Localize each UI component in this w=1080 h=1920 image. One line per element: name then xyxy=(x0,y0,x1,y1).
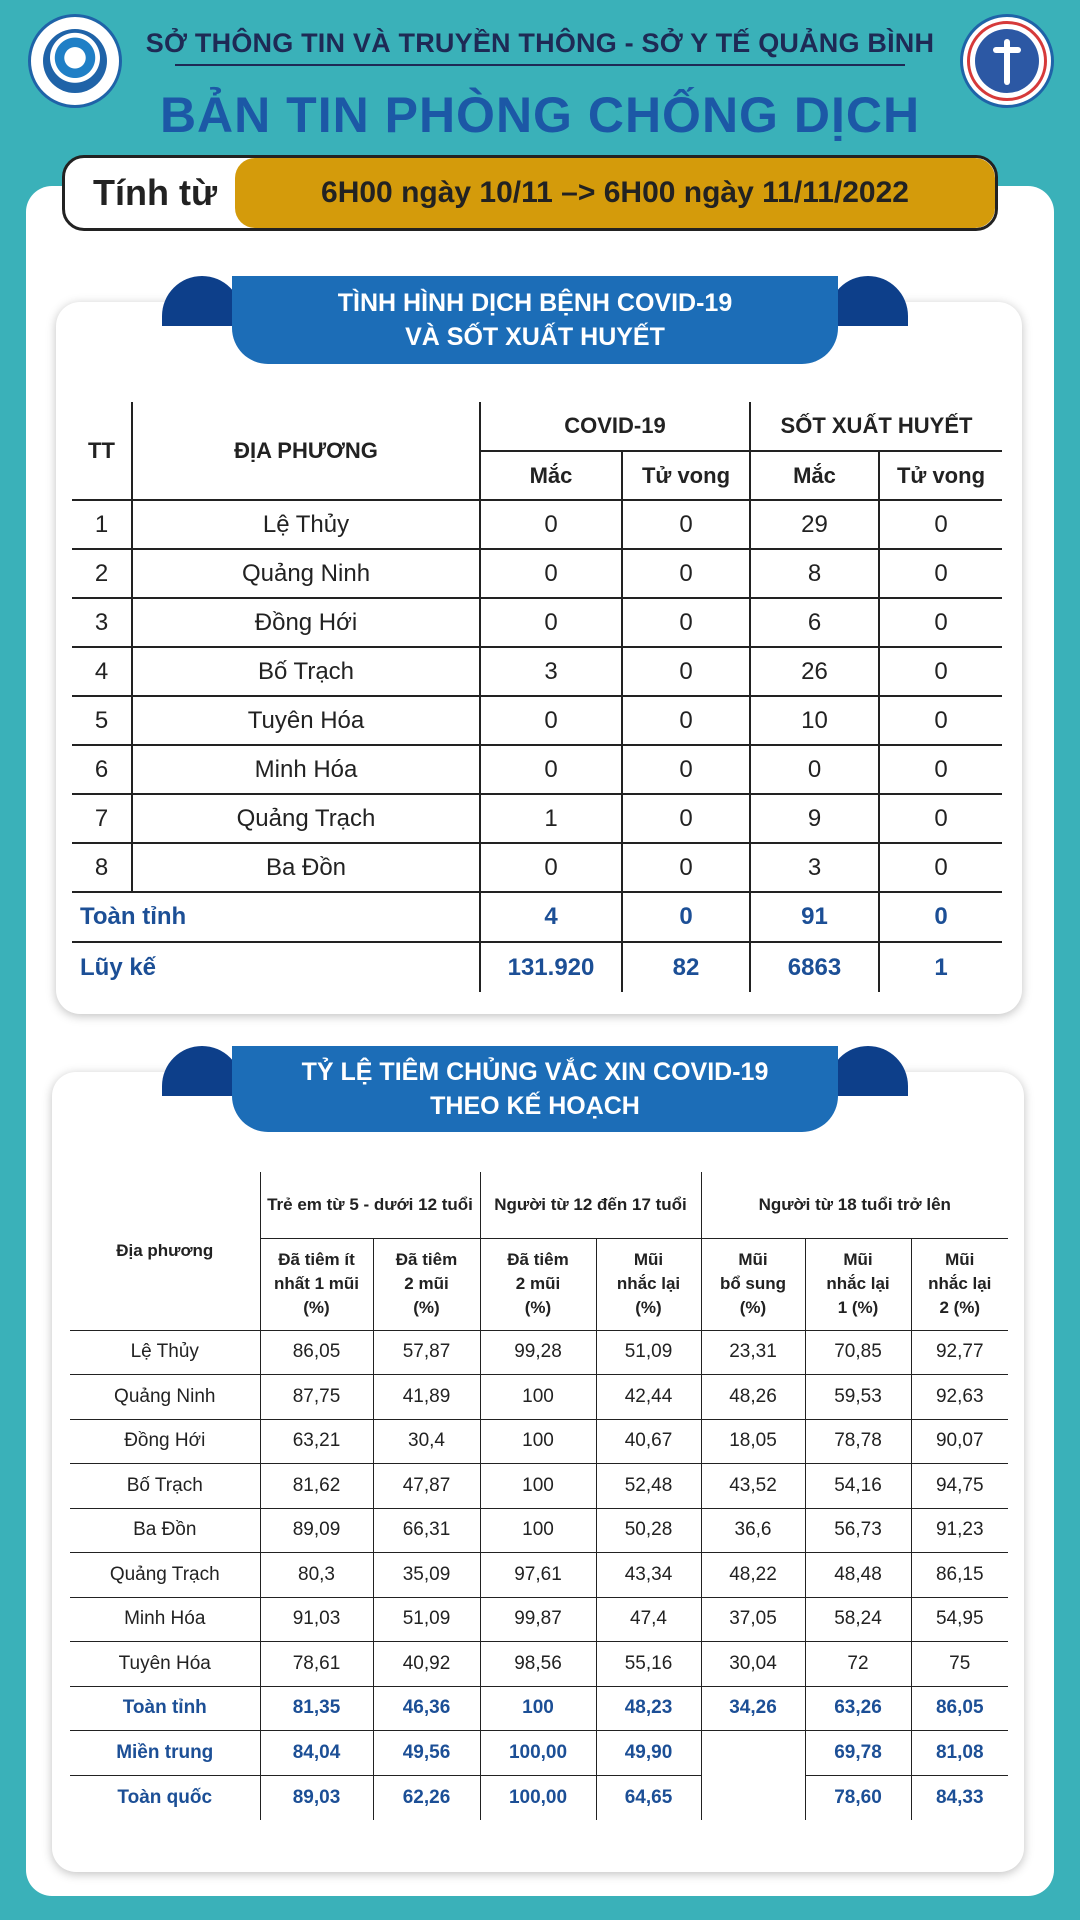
row-value: 78,61 xyxy=(260,1642,373,1687)
total-value: 81,35 xyxy=(260,1686,373,1731)
row-value: 91,23 xyxy=(911,1508,1008,1553)
row-index: 8 xyxy=(72,843,132,892)
cumulative-row xyxy=(72,942,1002,992)
table-row xyxy=(72,500,1002,549)
row-covid-cases: 0 xyxy=(480,745,622,794)
row-dengue-deaths: 0 xyxy=(879,745,1002,794)
total-value: 62,26 xyxy=(373,1775,480,1820)
header-sub: Mũi nhắc lại (%) xyxy=(596,1238,701,1330)
row-locality: Quảng Trạch xyxy=(132,794,480,843)
total-value xyxy=(701,1775,805,1820)
central-region-row xyxy=(70,1731,1008,1776)
total-value: 64,65 xyxy=(596,1775,701,1820)
row-covid-cases: 0 xyxy=(480,598,622,647)
row-value: 100 xyxy=(480,1508,596,1553)
agency-name: SỞ THÔNG TIN VÀ TRUYỀN THÔNG - SỞ Y TẾ QUẢNG BÌNH xyxy=(145,28,935,58)
total-covid-deaths: 0 xyxy=(622,892,750,942)
row-value: 94,75 xyxy=(911,1464,1008,1509)
row-covid-cases: 0 xyxy=(480,500,622,549)
header-children: Trẻ em từ 5 - dưới 12 tuổi xyxy=(260,1172,480,1238)
province-total-row xyxy=(72,892,1002,942)
row-dengue-deaths: 0 xyxy=(879,696,1002,745)
header-covid-cases: Mắc xyxy=(480,451,622,500)
row-value: 48,48 xyxy=(805,1553,911,1598)
row-dengue-cases: 8 xyxy=(750,549,879,598)
total-value xyxy=(701,1731,805,1776)
vaccination-table xyxy=(70,1172,1008,1820)
row-index: 1 xyxy=(72,500,132,549)
row-locality: Ba Đồn xyxy=(70,1508,260,1553)
total-label: Toàn quốc xyxy=(117,1786,213,1808)
page-title: BẢN TIN PHÒNG CHỐNG DỊCH xyxy=(159,87,921,143)
total-dengue-deaths: 0 xyxy=(879,892,1002,942)
row-value: 47,4 xyxy=(596,1597,701,1642)
row-locality: Ba Đồn xyxy=(132,843,480,892)
header-sub: Đã tiêm 2 mũi (%) xyxy=(373,1238,480,1330)
row-locality: Quảng Ninh xyxy=(70,1375,260,1420)
row-dengue-cases: 10 xyxy=(750,696,879,745)
row-value: 51,09 xyxy=(373,1597,480,1642)
row-value: 40,92 xyxy=(373,1642,480,1687)
row-covid-deaths: 0 xyxy=(622,696,750,745)
row-locality: Lệ Thủy xyxy=(70,1330,260,1375)
row-value: 99,87 xyxy=(480,1597,596,1642)
header-dengue: SỐT XUẤT HUYẾT xyxy=(750,402,1002,451)
row-value: 42,44 xyxy=(596,1375,701,1420)
section1-title-line1: TÌNH HÌNH DỊCH BỆNH COVID-19 xyxy=(337,289,733,317)
section2-title-line1: TỶ LỆ TIÊM CHỦNG VẮC XIN COVID-19 xyxy=(301,1058,769,1086)
row-value: 50,28 xyxy=(596,1508,701,1553)
row-dengue-deaths: 0 xyxy=(879,647,1002,696)
row-value: 48,22 xyxy=(701,1553,805,1598)
row-covid-cases: 0 xyxy=(480,843,622,892)
row-covid-cases: 0 xyxy=(480,696,622,745)
table-row xyxy=(70,1419,1008,1464)
row-value: 54,95 xyxy=(911,1597,1008,1642)
row-locality: Minh Hóa xyxy=(70,1597,260,1642)
row-locality: Đồng Hới xyxy=(70,1419,260,1464)
row-dengue-cases: 0 xyxy=(750,745,879,794)
row-covid-deaths: 0 xyxy=(622,549,750,598)
total-value: 84,04 xyxy=(260,1731,373,1776)
table-row xyxy=(70,1642,1008,1687)
cumulative-label: Lũy kế xyxy=(80,953,157,981)
header-dengue-cases: Mắc xyxy=(750,451,879,500)
total-value: 46,36 xyxy=(373,1686,480,1731)
province-total-row xyxy=(70,1686,1008,1731)
row-locality: Bố Trạch xyxy=(70,1464,260,1509)
header-covid-deaths: Tử vong xyxy=(622,451,750,500)
row-covid-cases: 3 xyxy=(480,647,622,696)
row-index: 5 xyxy=(72,696,132,745)
cumulative-dengue-cases: 6863 xyxy=(750,942,879,992)
total-value: 63,26 xyxy=(805,1686,911,1731)
total-value: 81,08 xyxy=(911,1731,1008,1776)
row-index: 6 xyxy=(72,745,132,794)
row-value: 72 xyxy=(805,1642,911,1687)
row-value: 98,56 xyxy=(480,1642,596,1687)
row-dengue-cases: 6 xyxy=(750,598,879,647)
row-value: 91,03 xyxy=(260,1597,373,1642)
period-box xyxy=(62,155,998,231)
row-value: 100 xyxy=(480,1464,596,1509)
row-value: 81,62 xyxy=(260,1464,373,1509)
header-locality: Địa phương xyxy=(70,1172,260,1330)
row-value: 43,34 xyxy=(596,1553,701,1598)
row-covid-deaths: 0 xyxy=(622,500,750,549)
row-covid-deaths: 0 xyxy=(622,843,750,892)
total-value: 100,00 xyxy=(480,1731,596,1776)
header-dengue-deaths: Tử vong xyxy=(879,451,1002,500)
row-dengue-deaths: 0 xyxy=(879,500,1002,549)
total-value: 69,78 xyxy=(805,1731,911,1776)
total-value: 49,56 xyxy=(373,1731,480,1776)
table-row xyxy=(72,843,1002,892)
row-covid-deaths: 0 xyxy=(622,794,750,843)
row-dengue-cases: 29 xyxy=(750,500,879,549)
cumulative-covid-deaths: 82 xyxy=(622,942,750,992)
table-row xyxy=(72,598,1002,647)
row-locality: Minh Hóa xyxy=(132,745,480,794)
header-sub: Đã tiêm 2 mũi (%) xyxy=(480,1238,596,1330)
row-locality: Tuyên Hóa xyxy=(70,1642,260,1687)
header-sub: Mũi nhắc lại 1 (%) xyxy=(805,1238,911,1330)
table-row xyxy=(70,1375,1008,1420)
header-sub: Đã tiêm ít nhất 1 mũi (%) xyxy=(260,1238,373,1330)
row-value: 89,09 xyxy=(260,1508,373,1553)
row-value: 87,75 xyxy=(260,1375,373,1420)
row-value: 100 xyxy=(480,1419,596,1464)
total-value: 48,23 xyxy=(596,1686,701,1731)
table-row xyxy=(70,1597,1008,1642)
vaccination-section-banner xyxy=(162,1046,908,1132)
total-value: 100 xyxy=(480,1686,596,1731)
row-covid-deaths: 0 xyxy=(622,598,750,647)
row-value: 18,05 xyxy=(701,1419,805,1464)
total-label: Toàn tỉnh xyxy=(70,1686,260,1731)
row-value: 58,24 xyxy=(805,1597,911,1642)
table-row xyxy=(70,1508,1008,1553)
row-value: 90,07 xyxy=(911,1419,1008,1464)
row-index: 3 xyxy=(72,598,132,647)
row-value: 47,87 xyxy=(373,1464,480,1509)
row-value: 75 xyxy=(911,1642,1008,1687)
row-covid-cases: 0 xyxy=(480,549,622,598)
table-row xyxy=(70,1464,1008,1509)
row-index: 4 xyxy=(72,647,132,696)
national-row xyxy=(70,1775,1008,1820)
row-dengue-deaths: 0 xyxy=(879,598,1002,647)
row-covid-cases: 1 xyxy=(480,794,622,843)
epidemic-table xyxy=(72,402,1002,992)
row-value: 92,63 xyxy=(911,1375,1008,1420)
row-value: 23,31 xyxy=(701,1330,805,1375)
row-dengue-deaths: 0 xyxy=(879,549,1002,598)
row-value: 78,78 xyxy=(805,1419,911,1464)
row-dengue-deaths: 0 xyxy=(879,843,1002,892)
row-dengue-cases: 26 xyxy=(750,647,879,696)
row-value: 70,85 xyxy=(805,1330,911,1375)
row-value: 30,04 xyxy=(701,1642,805,1687)
table-row xyxy=(72,745,1002,794)
row-value: 37,05 xyxy=(701,1597,805,1642)
total-label: Miền trung xyxy=(70,1731,260,1776)
total-covid-cases: 4 xyxy=(480,892,622,942)
row-value: 97,61 xyxy=(480,1553,596,1598)
total-value: 34,26 xyxy=(701,1686,805,1731)
row-value: 51,09 xyxy=(596,1330,701,1375)
total-label: Toàn tỉnh xyxy=(72,892,480,942)
table-row xyxy=(70,1330,1008,1375)
row-locality: Quảng Trạch xyxy=(70,1553,260,1598)
row-dengue-cases: 9 xyxy=(750,794,879,843)
total-value: 86,05 xyxy=(911,1686,1008,1731)
row-value: 99,28 xyxy=(480,1330,596,1375)
period-label: Tính từ xyxy=(93,172,218,213)
total-value: 84,33 xyxy=(911,1775,1008,1820)
row-value: 66,31 xyxy=(373,1508,480,1553)
row-dengue-cases: 3 xyxy=(750,843,879,892)
row-value: 40,67 xyxy=(596,1419,701,1464)
divider xyxy=(175,64,905,66)
section2-title-line2: THEO KẾ HOẠCH xyxy=(430,1092,640,1120)
table-row xyxy=(72,794,1002,843)
row-value: 43,52 xyxy=(701,1464,805,1509)
header-sub: Mũi bổ sung (%) xyxy=(701,1238,805,1330)
row-value: 36,6 xyxy=(701,1508,805,1553)
row-value: 63,21 xyxy=(260,1419,373,1464)
header-teens: Người từ 12 đến 17 tuổi xyxy=(480,1172,701,1238)
period-value: 6H00 ngày 10/11 –> 6H00 ngày 11/11/2022 xyxy=(235,158,995,228)
total-value: 89,03 xyxy=(260,1775,373,1820)
row-value: 55,16 xyxy=(596,1642,701,1687)
epidemic-section-banner xyxy=(162,276,908,364)
row-index: 2 xyxy=(72,549,132,598)
row-covid-deaths: 0 xyxy=(622,647,750,696)
row-locality: Tuyên Hóa xyxy=(132,696,480,745)
header-tt: TT xyxy=(72,402,132,500)
row-index: 7 xyxy=(72,794,132,843)
row-value: 80,3 xyxy=(260,1553,373,1598)
header-sub: Mũi nhắc lại 2 (%) xyxy=(911,1238,1008,1330)
row-value: 57,87 xyxy=(373,1330,480,1375)
row-value: 59,53 xyxy=(805,1375,911,1420)
table-row xyxy=(70,1553,1008,1598)
row-value: 56,73 xyxy=(805,1508,911,1553)
header-locality: ĐỊA PHƯƠNG xyxy=(132,402,480,500)
row-value: 41,89 xyxy=(373,1375,480,1420)
table-row xyxy=(72,549,1002,598)
row-covid-deaths: 0 xyxy=(622,745,750,794)
total-dengue-cases: 91 xyxy=(750,892,879,942)
row-locality: Đồng Hới xyxy=(132,598,480,647)
row-value: 35,09 xyxy=(373,1553,480,1598)
row-value: 100 xyxy=(480,1375,596,1420)
cumulative-covid-cases: 131.920 xyxy=(480,942,622,992)
table-row xyxy=(72,696,1002,745)
row-locality: Quảng Ninh xyxy=(132,549,480,598)
row-value: 86,05 xyxy=(260,1330,373,1375)
total-value: 49,90 xyxy=(596,1731,701,1776)
row-value: 92,77 xyxy=(911,1330,1008,1375)
row-value: 86,15 xyxy=(911,1553,1008,1598)
row-value: 48,26 xyxy=(701,1375,805,1420)
header-covid: COVID-19 xyxy=(480,402,750,451)
row-value: 54,16 xyxy=(805,1464,911,1509)
table-row xyxy=(72,647,1002,696)
row-value: 52,48 xyxy=(596,1464,701,1509)
row-dengue-deaths: 0 xyxy=(879,794,1002,843)
total-value: 100,00 xyxy=(480,1775,596,1820)
header-adults: Người từ 18 tuổi trở lên xyxy=(701,1172,1008,1238)
row-locality: Lệ Thủy xyxy=(132,500,480,549)
row-value: 30,4 xyxy=(373,1419,480,1464)
section1-title-line2: VÀ SỐT XUẤT HUYẾT xyxy=(405,323,665,351)
cumulative-dengue-deaths: 1 xyxy=(879,942,1002,992)
row-locality: Bố Trạch xyxy=(132,647,480,696)
total-value: 78,60 xyxy=(805,1775,911,1820)
